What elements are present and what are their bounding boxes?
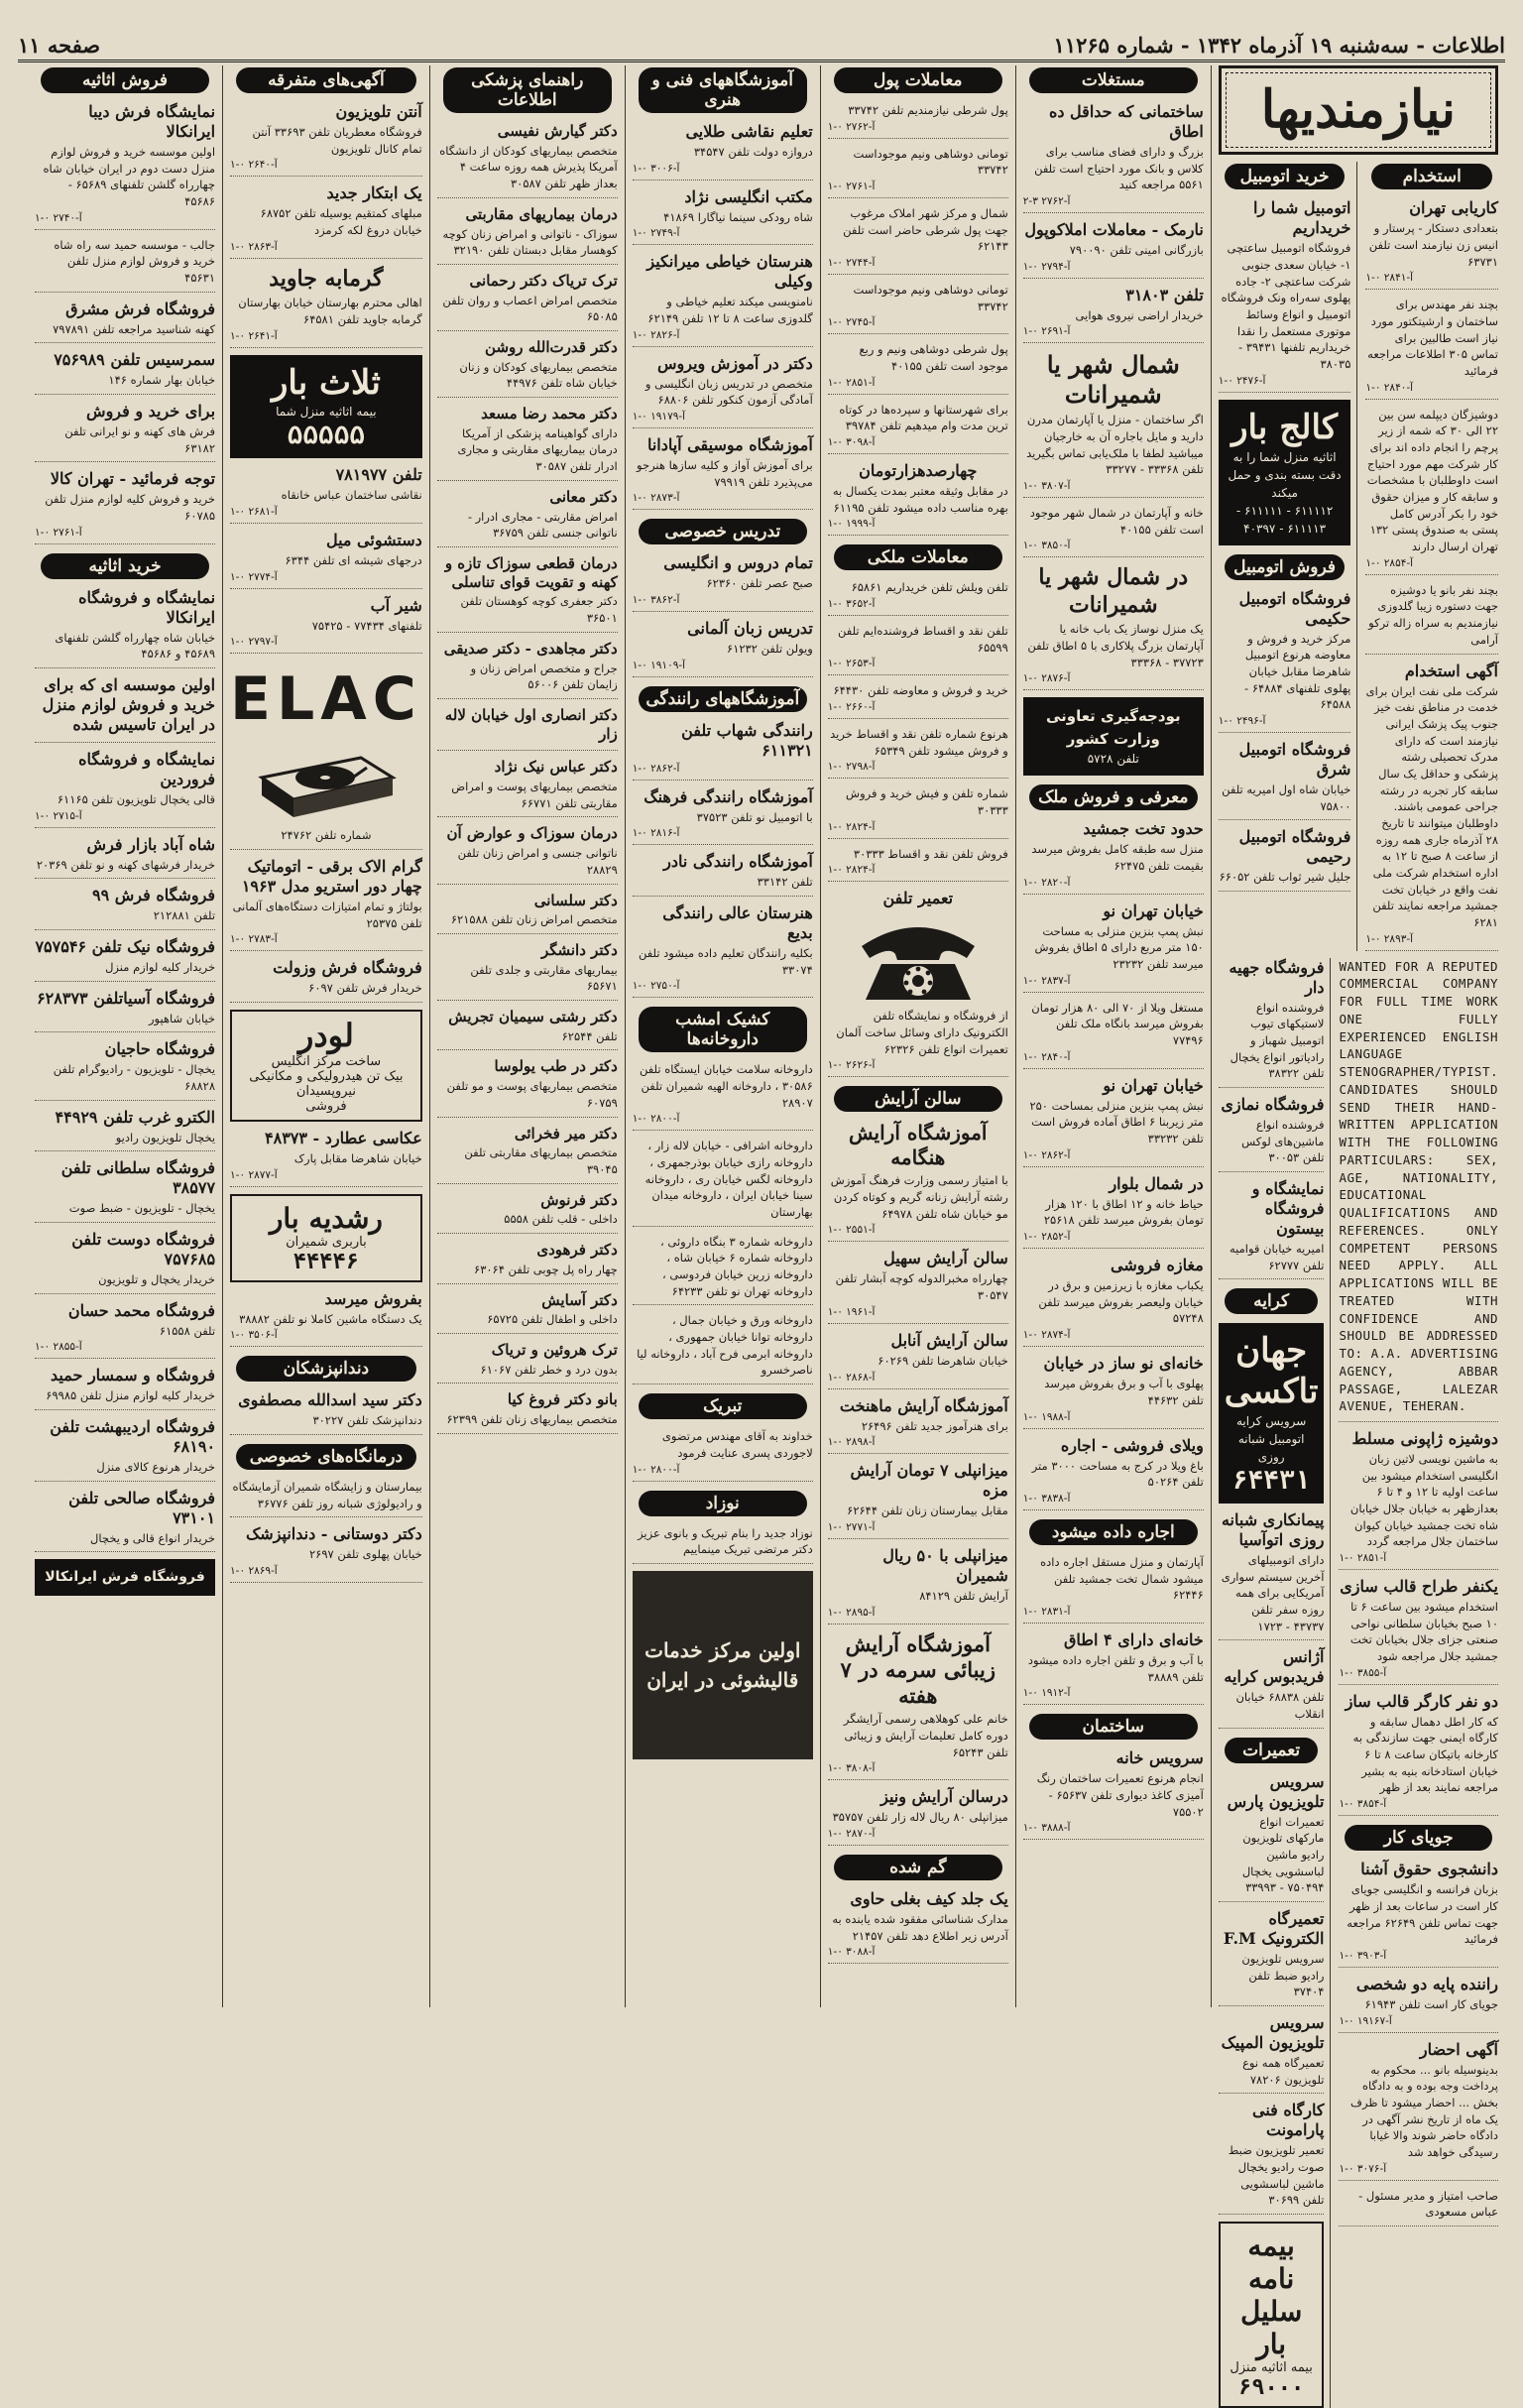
ad-item: تعلیم نقاشی طلایی دروازه دولت تلفن ۳۴۵۴۷ ۱-۰ آ-۳۰۰۶ bbox=[633, 122, 813, 181]
category-buy-goods: خرید اثاثیه bbox=[41, 553, 209, 579]
selil-bar-ad: بیمه نامه سلیل بار بیمه اثاثیه منزل ۶۹۰۰۰ bbox=[1219, 2222, 1325, 2408]
ad-item: راننده پایه دو شخصی جویای کار است تلفن ۶۱۹۴۳ ۱-۰ آ-۱۹۱۶۷ bbox=[1339, 1975, 1498, 2033]
ad-item: دکتر میر فخرائی متخصص بیماریهای مقاربتی تلفن ۳۹۰۴۵ bbox=[437, 1125, 618, 1184]
category-lost: گم شده bbox=[834, 1855, 1002, 1880]
ad-item: فروشگاه نیک تلفن ۷۵۷۵۴۶ خریدار کلیه لوازم منزل bbox=[35, 937, 215, 982]
ad-item: فروشگاه فرش وزولت خریدار فرش تلفن ۶۰۹۷ bbox=[230, 958, 422, 1003]
ad-item: خیابان تهران نو نبش پمپ بنزین منزلی بمساحت ۲۵۰ متر زیربنا ۶ اطاق آماده فروش است تلفن ۳۳۲۳۲ ۱-۰ آ-۲۸۶۲ bbox=[1023, 1076, 1204, 1167]
ad-item: درسالن آرایش ونیز میزانپلی ۸۰ ریال لاله زار تلفن ۳۵۷۵۷ ۱-۰ آ-۲۸۷۰ bbox=[828, 1787, 1008, 1846]
english-column bbox=[1339, 958, 1498, 2408]
ad-item: آموزشگاه موسیقی آپادانا برای آموزش آواز و کلیه سازها هنرجو می‌پذیرد تلفن ۷۹۹۱۹ ۱-۰ آ-۲۸۷۳ bbox=[633, 435, 813, 510]
ad-item: نمایشگاه و فروشگاه فروردین قالی یخچال تلویزیون تلفن ۶۱۱۶۵ ۱-۰ آ-۲۷۱۵ bbox=[35, 750, 215, 828]
ad-item: گرمابه جاوید اهالی محترم بهارستان خیابان بهارستان گرمابه جاوید تلفن ۶۴۵۸۱ ۱-۰ آ-۲۶۴۱ bbox=[230, 266, 422, 348]
ad-item: اولین موسسه ای که برای خرید و فروش لوازم منزل در ایران تاسیس شده bbox=[35, 675, 215, 743]
ad-item: تمام دروس و انگلیسی صبح عصر تلفن ۶۲۳۶۰ ۱-۰ آ-۳۸۶۲ bbox=[633, 553, 813, 612]
category-sell-car: فروش اتومبیل bbox=[1225, 554, 1346, 580]
ad-item: نمایشگاه و فروشگاه ایرانکالا خیابان شاه چهارراه گلشن تلفنهای ۴۵۶۸۹ و ۴۵۶۸۶ bbox=[35, 588, 215, 668]
ad-item: دکتر مجاهدی - دکتر صدیقی جراح و متخصص امراض زنان و زایمان تلفن ۵۶۰۰۶ bbox=[437, 640, 618, 699]
page-header bbox=[18, 30, 1505, 62]
elac-logo: ELAC bbox=[230, 664, 422, 735]
ad-item: دکتر فرنوش داخلی - قلب تلفن ۵۵۵۸ bbox=[437, 1191, 618, 1234]
ad-item: دکتر گیارش نفیسی متخصص بیماریهای کودکان از دانشگاه آمریکا پذیرش همه روزه ساعت ۴ بعداز ظهر تلفن ۳۰۵۸۷ bbox=[437, 122, 618, 198]
ad-item: ویلای فروشی - اجاره باغ ویلا در کرج به مساحت ۳۰۰۰ متر تلفن ۵۰۲۶۴ ۱-۰ آ-۳۸۳۸ bbox=[1023, 1436, 1204, 1510]
ad-item: درمان سوزاک و عوارض آن ناتوانی جنسی و امراض زنان تلفن ۲۸۸۲۹ bbox=[437, 824, 618, 884]
ad-item: خرید و فروش و معاوضه تلفن ۶۴۴۳۰ ۱-۰ آ-۲۶۶۰ bbox=[828, 682, 1008, 719]
category-repairs: تعمیرات bbox=[1225, 1738, 1319, 1763]
ad-item: نارمک - معاملات املاکوپول بازرگانی امینی تلفن ۷۹۰۰۹۰ ۱-۰ آ-۲۷۹۴ bbox=[1023, 220, 1204, 279]
ad-item: دکتر سید اسدالله مصطفوی دندانپزشک تلفن ۳۰۲۲۷ bbox=[230, 1390, 422, 1435]
category-lease: اجاره داده میشود bbox=[1029, 1519, 1198, 1545]
ad-item: بچند نفر بانو یا دوشیزه جهت دستوره زیبا گلدوزی نیازمندیم به سراه زاله ترکو آرامی bbox=[1365, 582, 1498, 655]
category-sale: معرفی و فروش ملک bbox=[1029, 784, 1198, 810]
english-ad: WANTED FOR A REPUTED COMMERCIAL COMPANY FOR FULL TIME WORK ONE FULLY EXPERIENCED ENGLISH LANGUAGE STENOGRAPHER/TYPIST. CANDIDATES SHOULD SEND THEIR HAND-WRITTEN APPLICATION WITH THE FOLLOWING PARTICULARS: SEX, AGE, NATIONALITY, EDUCATIONAL QUALIFICATIONS AND REFERENCES. ONLY COMPETENT PERSONS NEED APPLY. ALL APPLICATIONS WILL BE TREATED WITH CONFIDENCE AND SHOULD BE ADDRESSED TO: A.A. ADVERTISING AGENCY, ABBAR PASSAGE, LALEZAR AVENUE, TEHERAN. bbox=[1339, 958, 1498, 1423]
ad-item: فروش تلفن نقد و اقساط ۳۰۳۳۳ ۱-۰ آ-۲۸۲۴ bbox=[828, 846, 1008, 883]
ad-item: آموزشگاه آرایش هنگامه با امتیاز رسمی وزارت فرهنگ آموزش رشته آرایش زنانه گریم و کوتاه کردن مو خیابان شاه تلفن ۶۴۹۷۸ ۱-۰ آ-۲۵۵۱ bbox=[828, 1121, 1008, 1242]
column-1 bbox=[1211, 65, 1505, 2400]
ad-item: شمال شهر یا شمیرانات اگر ساختمان - منزل یا آپارتمان مدرن دارید و مایل باجاره آن به خارجیان میباشید لطفا با ملک‌یابی تماس بگیرید تلفن ۳۳۳۶۸ - ۳۳۲۷۷ ۱-۰ آ-۳۸۰۷ bbox=[1023, 350, 1204, 498]
college-bar-ad: کالج بار اثاثیه منزل شما را به دقت بسته بندی و حمل میکند ۶۱۱۱۱۲ - ۶۱۱۱۱۱ - ۶۱۱۱۱۳ - ۴۰۳۹۷ bbox=[1219, 400, 1351, 545]
masthead-title: نیازمندیها bbox=[1260, 79, 1457, 140]
elac-ad: ELAC شماره تلفن ۲۴۷۶۲ bbox=[230, 661, 422, 850]
ad-item: یک ابتکار جدید مبلهای کمتقیم یوسیله تلفن ۶۸۷۵۲ خیابان دروغ لکه کرمزد ۱-۰ آ-۲۸۶۳ bbox=[230, 183, 422, 258]
category-clinics: درمانگاه‌های خصوصی bbox=[236, 1444, 416, 1470]
ad-item: خداوند به آقای مهندس مرتضوی لاجوردی پسری عنایت فرمود ۱-۰ آ-۲۸۰۰ bbox=[633, 1428, 813, 1481]
ad-item: فروشگاه اتومبیل حکیمی مرکز خرید و فروش و معاوضه هرنوع اتومبیل شاهرضا مقابل خیابان پهلوی تلفنهای ۶۴۸۸۴ - ۶۴۵۸۸ ۱-۰ آ-۲۴۹۶ bbox=[1219, 589, 1351, 733]
category-rent: کرایه bbox=[1225, 1288, 1319, 1314]
ad-item: تلفن ۳۱۸۰۳ خریدار اراضی نیروی هوایی ۱-۰ آ-۲۶۹۱ bbox=[1023, 286, 1204, 344]
ad-item: دکتر عباس نیک نژاد متخصص بیماریهای پوست و امراض مقاربتی تلفن ۶۶۷۷۱ bbox=[437, 758, 618, 817]
ad-item: دستشوئی میل درجهای شیشه ای تلفن ۶۳۴۴ ۱-۰ آ-۲۷۷۴ bbox=[230, 531, 422, 589]
ad-item: دکتر فرهودی چهار راه پل چوبی تلفن ۶۳۰۶۴ bbox=[437, 1241, 618, 1283]
ad-item: دکتر انصاری اول خیابان لاله زار bbox=[437, 706, 618, 752]
ad-item: میزانپلی با ۵۰ ریال شمیران آرایش تلفن ۸۴۱۲۹ ۱-۰ آ-۲۸۹۵ bbox=[828, 1546, 1008, 1625]
ad-item: آگهی احضار بدینوسیله بانو ... محکوم به پرداخت وجه بوده و به دادگاه بخش ... احضار میشود تا ظرف یک ماه از تاریخ نشر آگهی در دادگاه حاضر شوند والا غیابا رسیدگی خواهد شد ۱-۰ آ-۳۰۷۶ bbox=[1339, 2040, 1498, 2181]
ad-item: ساختمانی که حداقل ده اطاق بزرگ و دارای فضای مناسب برای کلاس و بانک مورد احتیاج است تلفن ۵۵۶۱ مراجعه کنید ۲-۳ آ-۲۷۶۲ bbox=[1023, 102, 1204, 213]
ad-item: تلفن نقد و اقساط فروشنده‌ایم تلفن ۶۵۵۹۹ ۱-۰ آ-۲۶۵۳ bbox=[828, 623, 1008, 675]
ad-item: تومانی دوشاهی ونیم موجوداست ۳۳۷۴۲ ۱-۰ آ-۲۷۴۵ bbox=[828, 282, 1008, 334]
ad-item: آموزشگاه آرایش ماهنخت برای هنرآموز جدید تلفن ۲۶۴۹۶ ۱-۰ آ-۲۸۹۸ bbox=[828, 1396, 1008, 1455]
ad-item: داروخانه ورق و خیابان جمال ، داروخانه توانا خیابان جمهوری ، داروخانه ابرمی فرح آباد ، داروخانه لیا ناصرخسرو bbox=[633, 1312, 813, 1385]
ad-item: برای خرید و فروش فرش های کهنه و نو ایرانی تلفن ۶۳۱۸۲ bbox=[35, 402, 215, 462]
ad-item: بفروش میرسد یک دستگاه ماشین کاملا نو تلفن ۳۸۸۸۲ ۱-۰ آ-۳۵۰۶ bbox=[230, 1289, 422, 1348]
ad-item: حدود تخت جمشید منزل سه طبقه کامل بفروش میرسد بقیمت تلفن ۶۲۴۷۵ ۱-۰ آ-۲۸۲۰ bbox=[1023, 819, 1204, 894]
column-misc bbox=[222, 65, 429, 2007]
column-real-estate bbox=[1015, 65, 1211, 2007]
ad-item: فروشگاه فرش مشرق کهنه شناسید مراجعه تلفن ۷۹۷۸۹۱ bbox=[35, 300, 215, 344]
ad-item: فروشگاه صالحی تلفن ۷۳۱۰۱ خریدار انواع قالی و یخچال bbox=[35, 1489, 215, 1553]
category-newborn: نوزاد bbox=[639, 1491, 807, 1516]
category-doctors: راهنمای پزشکی اطلاعات bbox=[443, 67, 612, 113]
ad-item: تعمیرگاه الکترونیک F.M سرویس تلویزیون رادیو ضبط تلفن ۳۷۴۰۴ bbox=[1219, 1909, 1325, 2006]
record-player-icon bbox=[252, 738, 401, 823]
category-sell-goods: فروش اثاثیه bbox=[41, 67, 209, 93]
ad-item: دوشیزگان دیپلمه سن بین ۲۲ الی ۳۰ که شمه از زیر پرچم را انجام داده اند برای کار شرکت مهم مورد احتیاج است داوطلبان با مشخصات و سابقه کار و میزان حقوق خود را بکر آدرس کامل پستی به صندوق پستی ۱۳۲ تهران ارسال دارند ۱-۰ آ-۲۸۵۴ bbox=[1365, 407, 1498, 575]
ad-item: آنتن تلویزیون فروشگاه معطریان تلفن ۳۳۶۹۳ آنتن تمام کانال تلویزیون ۱-۰ آ-۲۶۴۰ bbox=[230, 102, 422, 177]
ad-item: مکتب انگلیسی نژاد شاه رودکی سینما نیاگارا ۴۱۸۶۹ ۱-۰ آ-۲۷۴۹ bbox=[633, 187, 813, 246]
category-pharmacy: کشیک امشب داروخانه‌ها bbox=[639, 1007, 807, 1052]
ad-item: دکتر در طب یولوسا متخصص بیماریهای پوست و مو تلفن ۶۰۷۵۹ bbox=[437, 1057, 618, 1117]
ad-item: شماره تلفن و فیش خرید و فروش ۳۰۳۳۳ ۱-۰ آ-۲۸۲۴ bbox=[828, 785, 1008, 838]
category-education: آموزشگاههای فنی و هنری bbox=[639, 67, 807, 113]
ad-item: درمان بیماریهای مقاربتی سوزاک - ناتوانی و امراض زنان کوچه کوهسار مقابل دبستان تلفن ۳۲۱۹۰ bbox=[437, 205, 618, 265]
ad-item: آگهی استخدام شرکت ملی نفت ایران برای خدمت در مناطق نفت خیز جنوب پیک پزشک ایرانی نیازمند است که دارای مدرک تحصیلی رشته پزشکی و حداقل یک سال سابقه کار تجربه در رشته جراحی عمومی باشند. داوطلبان میتوانند تا تاریخ ۲۸ آذرماه جاری همه روزه از ساعت ۸ صبح تا ۱۲ به اداره استخدام شرکت ملی نفت واقع در خیابان تخت جمشید مراجعه نمایند تلفن ۶۲۸۱ ۱-۰ آ-۲۸۹۳ bbox=[1365, 662, 1498, 951]
ad-item: داروخانه سلامت خیابان ایستگاه تلفن ۳۰۵۸۶ ، داروخانه الهیه شمیران تلفن ۲۸۹۰۷ ۱-۰ آ-۲۸۰۰ bbox=[633, 1061, 813, 1131]
column-1-split bbox=[1219, 162, 1498, 950]
ad-item: چهارصدهزارتومان در مقابل وثیقه معتبر بمدت یکسال به بهره مناسب داده میشود تلفن ۶۱۱۹۵ ۱-۰ آ-۱۹۹۹ bbox=[828, 461, 1008, 536]
ad-item: خانه‌ای دارای ۴ اطاق با آب و برق و تلفن اجاره داده میشود تلفن ۳۸۸۸۹ ۱-۰ آ-۱۹۱۲ bbox=[1023, 1630, 1204, 1705]
ad-item: تدریس زبان آلمانی ویولن تلفن ۶۱۲۳۲ ۱-۰ آ-۱۹۱۰۹ bbox=[633, 619, 813, 677]
ad-item: کارگاه فنی پارامونت تعمیر تلویزیون ضبط صوت رادیو یخچال ماشین لباسشویی تلفن ۳۰۶۹۹ bbox=[1219, 2101, 1325, 2215]
carpet-cleaning-photo-ad: اولین مرکز خدمات قالیشوئی در ایران bbox=[633, 1571, 813, 1759]
ad-item: ترک تریاک دکتر رحمانی متخصص امراض اعصاب و روان تلفن ۶۵۰۸۵ bbox=[437, 272, 618, 331]
ad-columns bbox=[28, 65, 1505, 2400]
ad-item: فروشگاه حاجیان یخچال - تلویزیون - رادیوگرام تلفن ۶۸۸۲۸ bbox=[35, 1039, 215, 1100]
ad-item: سالن آرایش آنابل خیابان شاهرضا تلفن ۶۰۲۶۹ ۱-۰ آ-۲۸۶۸ bbox=[828, 1331, 1008, 1389]
ad-item: بچند نفر مهندس برای ساختمان و ارشیتکتور مورد نیاز است طالبین برای تماس ۳۰۵ اطلاعات مراجعه فرمائید ۱-۰ آ-۲۸۴۰ bbox=[1365, 297, 1498, 399]
ad-item: دکتر دوستانی - دندانپزشک خیابان پهلوی تلفن ۲۶۹۷ ۱-۰ آ-۲۸۶۹ bbox=[230, 1524, 422, 1583]
ad-item: فروشگاه سلطانی تلفن ۳۸۵۷۷ یخچال - تلویزیون - ضبط صوت bbox=[35, 1158, 215, 1223]
ad-item: دانشجوی حقوق آشنا بزبان فرانسه و انگلیسی جویای کار است در ساعات بعد از ظهر جهت تماس تلفن ۶۲۶۴۹ مراجعه فرمائید ۱-۰ آ-۳۹۰۳ bbox=[1339, 1860, 1498, 1968]
ad-item: شیر آب تلفنهای ۷۷۴۳۴ - ۷۵۴۲۵ ۱-۰ آ-۲۷۹۷ bbox=[230, 596, 422, 655]
ad-item: خانه‌ای نو ساز در خیابان پهلوی با آب و برق بفروش میرسد تلفن ۴۴۶۳۲ ۱-۰ آ-۱۹۸۸ bbox=[1023, 1354, 1204, 1428]
ad-item: آژانس فریدبوس کرایه تلفن ۶۸۸۳۸ خیابان انقلاب bbox=[1219, 1647, 1325, 1728]
ad-item: دکتر معانی امراض مقاربتی - مجاری ادرار - ناتوانی جنسی تلفن ۳۶۷۵۹ bbox=[437, 488, 618, 547]
category-jobseek: جویای کار bbox=[1345, 1825, 1492, 1851]
salas-bar-ad: ثلاث بار بیمه اثاثیه منزل شما ۵۵۵۵۵ bbox=[230, 355, 422, 459]
category-congrats: تبریک bbox=[639, 1393, 807, 1419]
ad-item: توجه فرمائید - تهران کالا خرید و فروش کلیه لوازم منزل تلفن ۶۰۷۸۵ ۱-۰ آ-۲۷۶۱ bbox=[35, 469, 215, 543]
ad-item: پول شرطی نیازمندیم تلفن ۳۳۷۴۲ ۱-۰ آ-۲۷۶۲ bbox=[828, 102, 1008, 139]
ad-item: اتومبیل شما را خریداریم فروشگاه اتومبیل ساعتچی ۱- خیابان سعدی جنوبی شرکت ساعتچی ۲- جاده پهلوی سه‌راه ونک فروشگاه اتومبیل و انواع وسائط موتوری مستعمل را نقدا خریداریم تلفنها ۳۹۴۳۱ - ۳۸۰۳۵ ۱-۰ آ-۲۴۷۶ bbox=[1219, 198, 1351, 392]
ad-item: خانه و آپارتمان در شمال شهر موجود است تلفن ۴۰۱۵۵ ۱-۰ آ-۳۸۵۰ bbox=[1023, 505, 1204, 557]
ad-item: نمایشگاه فرش دیبا ایرانکالا اولین موسسه خرید و فروش لوازم منزل دست دوم در ایران خیابان شاه چهارراه گلشن تلفنهای ۶۵۶۸۹ - ۴۵۶۸۶ ۱-۰ آ-۲۷۴۰ bbox=[35, 102, 215, 230]
loader-ad: لودر ساخت مرکز انگلیس بیک تن هیدرولیکی و مکانیکی نیروپسیدان فروشی bbox=[230, 1010, 422, 1122]
category-misc: آگهی‌های متفرقه bbox=[236, 67, 416, 93]
category-dentists: دندانپزشکان bbox=[236, 1356, 416, 1382]
category-employment: استخدام bbox=[1371, 164, 1492, 189]
ad-item: فروشگاه آسیاتلفن ۶۲۸۳۷۳ خیابان شاهپور bbox=[35, 989, 215, 1033]
page-number: صفحه ۱۱ bbox=[18, 32, 101, 58]
ad-item: دکتر سلسانی متخصص امراض زنان تلفن ۶۲۱۵۸۸ bbox=[437, 892, 618, 934]
car-column-lower bbox=[1219, 958, 1332, 2408]
ad-item: یک جلد کیف بغلی حاوی مدارک شناسائی مفقود شده یابنده به آدرس زیر اطلاع دهد تلفن ۲۱۴۵۷ ۱-۰ آ-۳۰۸۸ bbox=[828, 1889, 1008, 1964]
ad-item: فروشگاه اتومبیل شرق خیابان شاه اول امیریه تلفن ۷۵۸۰۰ bbox=[1219, 740, 1351, 820]
ad-item: هرنوع شماره تلفن نقد و اقساط خرید و فروش میشود تلفن ۶۵۳۴۹ ۱-۰ آ-۲۷۹۸ bbox=[828, 726, 1008, 779]
ad-item: دکتر آسایش داخلی و اطفال تلفن ۶۵۷۲۵ bbox=[437, 1291, 618, 1334]
ad-item: سمرسیس تلفن ۷۵۶۹۸۹ خیابان بهار شماره ۱۴۶ bbox=[35, 350, 215, 395]
ad-item: تومانی دوشاهی ونیم موجوداست ۳۳۷۴۲ ۱-۰ آ-۲۷۶۱ bbox=[828, 146, 1008, 198]
column-education bbox=[625, 65, 820, 2007]
iran-kala-logo: فروشگاه فرش ایرانکالا bbox=[35, 1559, 215, 1596]
ad-item: یکنفر طراح قالب سازی استخدام میشود بین ساعت ۶ تا ۱۰ صبح بخیابان سلطانی نواحی صنعتی جزای جلال بخیابان تخت جمشید جلال مراجعه شود ۱-۰ آ-۳۸۵۵ bbox=[1339, 1577, 1498, 1685]
roshdieh-bar-ad: رشدیه بار باربری شمیران ۴۴۴۴۶ bbox=[230, 1194, 422, 1282]
ad-item: آموزشگاه رانندگی فرهنگ با اتومبیل نو تلفن ۳۷۵۲۳ ۱-۰ آ-۲۸۱۶ bbox=[633, 787, 813, 846]
ad-item: دوشیزه ژاپونی مسلط به ماشین نویسی لاتین زبان انگلیسی استخدام میشود بین ساعت اولیه تا ۱۲ و ۴ تا ۶ بعدازظهر به خیابان جلال خیابان شاه تخت جمشید خیابان کیوان ساختمان جلال مراجعه گردد ۱-۰ آ-۲۸۵۱ bbox=[1339, 1429, 1498, 1570]
ad-item: پول شرطی دوشاهی ونیم و ربع موجود است تلفن ۴۰۱۵۵ ۱-۰ آ-۲۸۵۱ bbox=[828, 341, 1008, 394]
employment-column bbox=[1365, 162, 1498, 950]
ad-item: دکتر دانشگر بیماریهای مقاربتی و جلدی تلفن ۶۵۶۷۱ bbox=[437, 941, 618, 1001]
ad-item: فروشگاه جهیه دار فروشنده انواع لاستیکهای تیوب اتومبیل شهباز و رادیاتور انواع یخچال تلفن ۳۸۳۲۲ bbox=[1219, 958, 1325, 1088]
ad-item: هنرستان عالی رانندگی بدیع بکلیه رانندگان تعلیم داده میشود تلفن ۳۳۰۷۴ ۱-۰ آ-۲۷۵۰ bbox=[633, 903, 813, 998]
ad-item: بیمارستان و زایشگاه شمیران آزمایشگاه و رادیولوژی شبانه روز تلفن ۳۶۷۷۶ bbox=[230, 1479, 422, 1517]
ad-item: الکترو غرب تلفن ۴۴۹۲۹ یخچال تلویزیون رادیو bbox=[35, 1108, 215, 1152]
ad-item: سرویس خانه انجام هرنوع تعمیرات ساختمان رنگ آمیزی کاغذ دیواری تلفن ۶۵۶۳۷ - ۷۵۵۰۲ ۱-۰ آ-۳۸۸۸ bbox=[1023, 1748, 1204, 1840]
ad-item: جالب - موسسه حمید سه راه شاه خرید و فروش لوازم منزل تلفن ۴۵۶۳۱ bbox=[35, 237, 215, 293]
category-deals: معاملات ملکی bbox=[834, 544, 1002, 570]
ad-item: دکتر در آموزش ویروس متخصص در تدریس زبان انگلیسی و آمادگی آزمون کنکور تلفن ۶۸۸۰۶ ۱-۰ آ-۱۹۱۷۹ bbox=[633, 354, 813, 428]
ad-item: فروشگاه دوست تلفن ۷۵۷۶۸۵ خریدار یخچال و تلویزیون bbox=[35, 1230, 215, 1294]
column-furniture bbox=[28, 65, 222, 2007]
ad-item: آموزشگاه رانندگی نادر تلفن ۳۳۱۴۲ bbox=[633, 852, 813, 897]
ad-item: ترک هروئین و تریاک بدون درد و خطر تلفن ۶۱۰۶۷ bbox=[437, 1341, 618, 1384]
ad-item: کاریابی تهران بتعدادی دستکار - پرستار و انیس زن نیازمند است تلفن ۶۳۷۳۱ ۱-۰ آ-۲۸۴۱ bbox=[1365, 198, 1498, 290]
ad-item: فروشگاه نمازی فروشنده انواع ماشین‌های لوکس تلفن ۳۰۰۵۳ bbox=[1219, 1095, 1325, 1172]
ad-item: داروخانه اشرافی - خیابان لاله زار ، داروخانه رازی خیابان بوذرجمهری ، داروخانه لگس خیابان ری ، داروخانه سینا خیابان ایران ، داروخانه میدان بهارستان bbox=[633, 1138, 813, 1226]
ad-item: نمایشگاه و فروشگاه بیستون امیریه خیابان قوامیه تلفن ۶۲۷۷۷ bbox=[1219, 1179, 1325, 1279]
column-1-split-lower bbox=[1219, 958, 1498, 2408]
ad-item: آموزشگاه آرایش زیبائی سرمه در ۷ هفته خانم علی کوهلاهی رسمی آرایشگر دوره کامل تعلیمات آرایش و زیبائی تلفن ۶۵۲۴۳ ۱-۰ آ-۳۸۰۸ bbox=[828, 1631, 1008, 1781]
column-doctors bbox=[429, 65, 625, 2007]
category-driving: آموزشگاههای رانندگی bbox=[639, 686, 807, 712]
ad-item: دکتر رشتی سیمیان تجریش تلفن ۶۲۵۴۴ bbox=[437, 1008, 618, 1050]
phone-repair-ad: تعمیر تلفن از فروشگاه و نمایشگاه تلفن الکترونیک دارای وسائل ساخت آلمان تعمیرات انواع تلفن ۶۲۳۲۶ ۱-۰ آ-۲۶۲۶ bbox=[828, 889, 1008, 1077]
ad-item: برای شهرستانها و سپرده‌ها در کوتاه ترین مدت وام میدهیم تلفن ۳۹۷۸۴ ۱-۰ آ-۳۰۹۸ bbox=[828, 402, 1008, 454]
ad-item: بانو دکتر فروغ کیا متخصص بیماریهای زنان تلفن ۶۲۳۹۹ bbox=[437, 1390, 618, 1433]
ad-item: فروشگاه فرش ۹۹ تلفن ۲۱۲۸۸۱ bbox=[35, 886, 215, 930]
ad-item: نوزاد جدید را بنام تبریک و بانوی عزیز دکتر مرتضی تبریک مینماییم bbox=[633, 1525, 813, 1564]
ad-item: درمان قطعی سوزاک تازه و کهنه و تقویت قوای تناسلی دکتر جعفری کوچه کوهستان تلفن ۳۶۵۰۱ bbox=[437, 554, 618, 633]
ad-item: فروشگاه اردیبهشت تلفن ۶۸۱۹۰ خریدار هرنوع کالای منزل bbox=[35, 1417, 215, 1482]
car-column bbox=[1219, 162, 1358, 950]
ad-item: داروخانه شماره ۳ بنگاه داروئی ، داروخانه شماره ۶ خیابان شاه ، داروخانه زرین خیابان فردوسی ، داروخانه تهران نو تلفن ۶۴۲۳۳ bbox=[633, 1234, 813, 1306]
ad-item: شمال و مرکز شهر املاک مرغوب جهت پول شرطی حاضر است تلفن ۶۲۱۴۳ ۱-۰ آ-۲۷۴۴ bbox=[828, 205, 1008, 275]
jahan-taxi-ad: جهان تاکسی سرویس کرایه اتومبیل شبانه روزی ۶۴۴۳۱ bbox=[1219, 1323, 1325, 1504]
ad-item: شاه آباد بازار فرش خریدار فرشهای کهنه و نو تلفن ۲۰۳۶۹ bbox=[35, 835, 215, 880]
interior-ministry-ad: بودجه‌گیری تعاونی وزارت کشور تلفن ۵۷۲۸ bbox=[1023, 697, 1204, 776]
ad-item: هنرستان خیاطی میرانکیز وکیلی نامنویسی میکند تعلیم خیاطی و گلدوزی ساعت ۸ تا ۱۲ تلفن ۶۲۱۴۹ ۱-۰ آ-۲۸۲۶ bbox=[633, 252, 813, 346]
ad-item: سرویس تلویزیون المپیک تعمیرگاه همه نوع تلویزیون ۷۸۲۰۶ bbox=[1219, 2013, 1325, 2094]
ad-item: در شمال بلوار حیاط خانه و ۱۲ اطاق با ۱۲۰ هزار تومان بفروش میرسد تلفن ۲۵۶۱۸ ۱-۰ آ-۲۸۵۲ bbox=[1023, 1174, 1204, 1249]
category-buy-car: خرید اتومبیل bbox=[1225, 164, 1346, 189]
ad-item: سالن آرایش سهیل چهارراه مخبرالدوله کوچه آبشار تلفن ۳۰۵۴۷ ۱-۰ آ-۱۹۶۱ bbox=[828, 1249, 1008, 1323]
category-money: معاملات پول bbox=[834, 67, 1002, 93]
telephone-icon bbox=[844, 912, 993, 1004]
ad-item: دکتر محمد رضا مسعد دارای گواهینامه پزشکی از آمریکا درمان بیماریهای مقاربتی و مجاری ادرار تلفن ۳۰۵۸۷ bbox=[437, 405, 618, 481]
ad-item: فروشگاه و سمسار حمید خریدار کلیه لوازم منزل تلفن ۶۹۹۸۵ bbox=[35, 1366, 215, 1410]
publisher-footer: صاحب امتیاز و مدیر مسئول - عباس مسعودی bbox=[1339, 2188, 1498, 2227]
ad-item: مغازه فروشی یکباب مغازه با زیرزمین و برق در خیابان ولیعصر بفروش میرسد تلفن ۵۷۲۴۸ ۱-۰ آ-۲۸۷۴ bbox=[1023, 1256, 1204, 1347]
ad-item: فروشگاه اتومبیل رحیمی جلیل شیر ثواب تلفن ۶۶۰۵۲ bbox=[1219, 827, 1351, 892]
category-property: مستغلات bbox=[1029, 67, 1198, 93]
paper-info: اطلاعات - سه‌شنبه ۱۹ آذرماه ۱۳۴۲ - شماره ۱۱۲۶۵ bbox=[1053, 32, 1505, 58]
ad-item: دو نفر کارگر قالب ساز که کار اطل دهمال سابقه و کارگاه ایمنی جهت سازندگی به کارخانه باتیکان ساعت ۸ تا ۶ خیابان استادخانه بنیه به بشیر مراجعه نمایند بعد از ظهر ۱-۰ آ-۳۸۵۴ bbox=[1339, 1692, 1498, 1816]
ad-item: سرویس تلویزیون پارس تعمیرات انواع مارکهای تلویزیون رادیو ماشین لباسشویی یخچال ۷۵۰۴۹۴ - ۳۳۹۹۳ bbox=[1219, 1772, 1325, 1902]
ad-item: گرام الاک برقی - اتوماتیک چهار دور استریو مدل ۱۹۶۳ بولتاژ و تمام امتیازات دستگاه‌های آلمانی تلفن ۲۵۳۷۵ ۱-۰ آ-۲۷۸۳ bbox=[230, 857, 422, 951]
ad-item: پیمانکاری شبانه روزی اتوآسیا دارای اتومبیلهای آخرین سیستم سواری آمریکایی برای همه روزه سفر تلفن ۴۳۷۳۷ - ۱۷۲۳ bbox=[1219, 1510, 1325, 1640]
column-money-salon bbox=[820, 65, 1015, 2007]
ad-item: عکاسی عطارد - ۴۸۳۷۳ خیابان شاهرضا مقابل پارک ۱-۰ آ-۲۸۷۷ bbox=[230, 1129, 422, 1187]
category-building: ساختمان bbox=[1029, 1714, 1198, 1740]
ad-item: آپارتمان و منزل مستقل اجاره داده میشود شمال تخت جمشید تلفن ۶۲۴۴۶ ۱-۰ آ-۲۸۳۱ bbox=[1023, 1554, 1204, 1624]
ad-item: رانندگی شهاب تلفن ۶۱۱۳۲۱ ۱-۰ آ-۲۸۶۲ bbox=[633, 721, 813, 781]
ad-item: خیابان تهران نو نبش پمپ بنزین منزلی به مساحت ۱۵۰ متر مربع دارای ۵ اطاق بفروش میرسد تلفن ۲۳۲۳۲ ۱-۰ آ-۲۸۳۷ bbox=[1023, 902, 1204, 993]
ad-item: میزانپلی ۷ تومان آرایش مزه مقابل بیمارستان زنان تلفن ۶۲۶۴۴ ۱-۰ آ-۲۷۷۱ bbox=[828, 1461, 1008, 1539]
masthead bbox=[1219, 65, 1498, 155]
category-salon: سالن آرایش bbox=[834, 1086, 1002, 1112]
ad-item: دکتر قدرت‌الله روشن متخصص بیماریهای کودکان و زنان خیابان شاه تلفن ۴۴۹۷۶ bbox=[437, 338, 618, 398]
ad-item: در شمال شهر یا شمیرانات یک منزل نوساز یک باب خانه یا آپارتمان بزرگ پلاکاری با ۵ اطاق تلفن ۳۷۷۲۳ - ۳۳۳۶۸ ۱-۰ آ-۲۸۷۶ bbox=[1023, 564, 1204, 690]
ad-item: مستغل ویلا از ۷۰ الی ۸۰ هزار تومان بفروش میرسد بانگاه ملک تلفن ۷۷۴۹۶ ۱-۰ آ-۲۸۴۰ bbox=[1023, 1000, 1204, 1069]
ad-item: فروشگاه محمد حسان تلفن ۶۱۵۵۸ ۱-۰ آ-۲۸۵۵ bbox=[35, 1301, 215, 1360]
ad-item: تلفن ۷۸۱۹۷۷ نقاشی ساختمان عباس خانقاه ۱-۰ آ-۲۶۸۱ bbox=[230, 465, 422, 524]
ad-item: تلفن ویلش تلفن خریداریم ۶۵۸۶۱ ۱-۰ آ-۳۶۵۲ bbox=[828, 579, 1008, 616]
category-private-tutoring: تدریس خصوصی bbox=[639, 519, 807, 544]
